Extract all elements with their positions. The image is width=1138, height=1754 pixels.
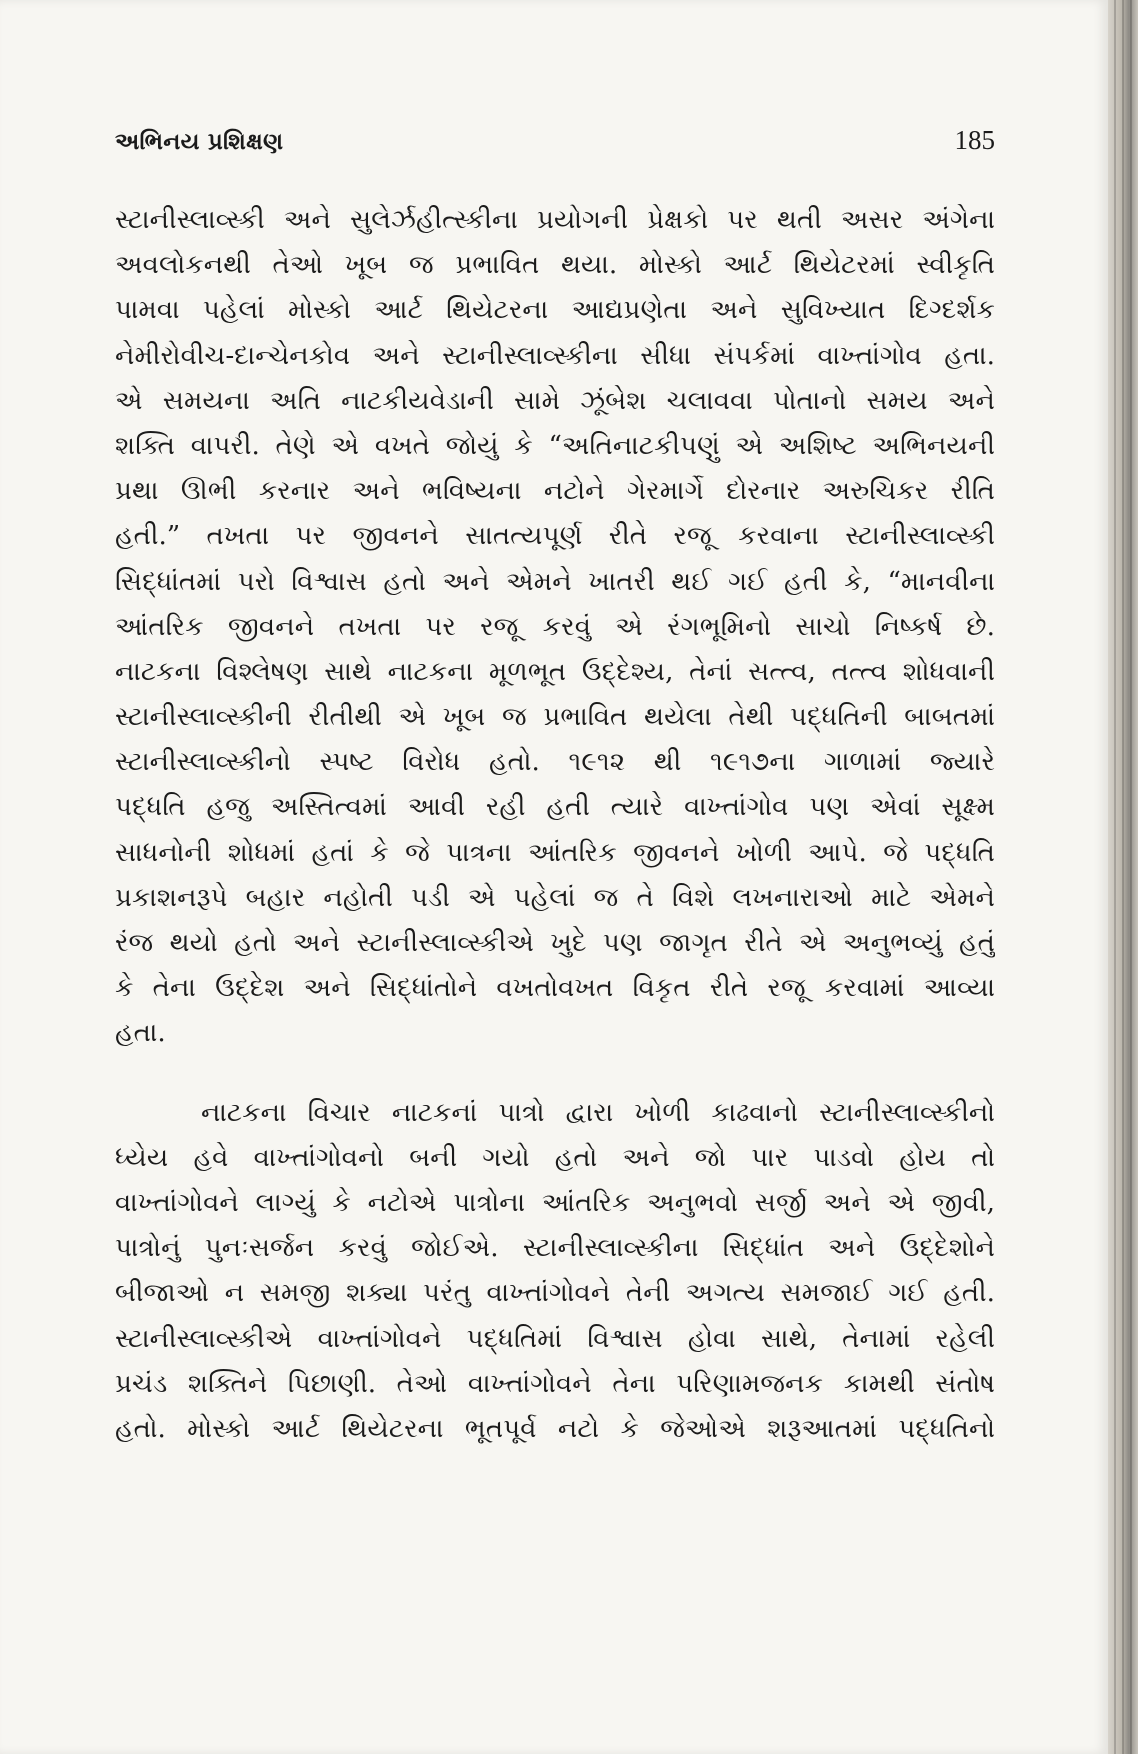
text-line: પ્રકાશનરૂપે બહાર નહોતી પડી એ પહેલાં જ તે વિશે લખનારાઓ માટે એમને: [115, 882, 995, 913]
paragraph-2: [115, 1091, 995, 1453]
text-line: ધ્યેય હવે વાખ્તાંગોવનો બની ગયો હતો અને જો પાર પાડવો હોય તો: [115, 1142, 995, 1173]
text-line: સ્ટાનીસ્લાવ્સ્કીની રીતીથી એ ખૂબ જ પ્રભાવિત થયેલા તેથી પદ્ધતિની બાબતમાં: [115, 702, 995, 733]
text-line: સ્ટાનીસ્લાવ્સ્કીનો સ્પષ્ટ વિરોધ હતો. ૧૯૧૨ થી ૧૯૧૭ના ગાળામાં જ્યારે: [115, 747, 995, 778]
book-spine-edge: [1108, 0, 1138, 1754]
text-line: પ્રચંડ શક્તિને પિછાણી. તેઓ વાખ્તાંગોવને તેના પરિણામજનક કામથી સંતોષ: [115, 1368, 995, 1399]
text-line: આંતરિક જીવનને તખતા પર રજૂ કરવું એ રંગભૂમિનો સાચો નિષ્કર્ષ છે.: [115, 611, 995, 642]
body-text: [115, 198, 995, 1452]
text-line: નાટકના વિચાર નાટકનાં પાત્રો દ્વારા ખોળી કાઢવાનો સ્ટાનીસ્લાવ્સ્કીનો: [201, 1097, 995, 1128]
text-line: એ સમયના અતિ નાટકીયવેડાની સામે ઝૂંબેશ ચલાવવા પોતાનો સમય અને: [115, 385, 995, 416]
text-line: પાત્રોનું પુનઃસર્જન કરવું જોઈએ. સ્ટાનીસ્લાવ્સ્કીના સિદ્ધાંત અને ઉદ્દેશોને: [115, 1233, 995, 1264]
text-line: પ્રથા ઊભી કરનાર અને ભવિષ્યના નટોને ગેરમાર્ગે દોરનાર અરુચિકર રીતિ: [115, 476, 995, 507]
page-number: 185: [954, 125, 995, 155]
running-title: અભિનય પ્રશિક્ષણ: [115, 128, 284, 155]
text-line: સ્ટાનીસ્લાવ્સ્કી અને સુલેર્ઝહીત્સ્કીના પ્રયોગની પ્રેક્ષકો પર થતી અસર અંગેના: [115, 205, 995, 235]
text-line: હતો. મોસ્કો આર્ટ થિયેટરના ભૂતપૂર્વ નટો કે જેઓએ શરૂઆતમાં પદ્ધતિનો: [115, 1413, 995, 1444]
text-line: પામવા પહેલાં મોસ્કો આર્ટ થિયેટરના આદ્યપ્રણેતા અને સુવિખ્યાત દિગ્દર્શક: [115, 295, 995, 326]
text-line: બીજાઓ ન સમજી શક્યા પરંતુ વાખ્તાંગોવને તેની અગત્ય સમજાઈ ગઈ હતી.: [115, 1278, 995, 1309]
text-line: નેમીરોવીચ-દાન્ચેનકોવ અને સ્ટાનીસ્લાવ્સ્કીના સીધા સંપર્કમાં વાખ્તાંગોવ હતા.: [115, 340, 995, 371]
text-line: નાટકના વિશ્લેષણ સાથે નાટકના મૂળભૂત ઉદ્દેશ્ય, તેનાં સત્ત્વ, તત્ત્વ શોધવાની: [115, 656, 995, 687]
page-edge-line: [1114, 0, 1116, 1754]
text-line: વાખ્તાંગોવને લાગ્યું કે નટોએ પાત્રોના આંતરિક અનુભવો સર્જી અને એ જીવી,: [115, 1187, 995, 1218]
text-line: હતા.: [115, 1018, 166, 1049]
paragraph-1: [115, 198, 995, 1057]
text-line: રંજ થયો હતો અને સ્ટાનીસ્લાવ્સ્કીએ ખુદે પણ જાગૃત રીતે એ અનુભવ્યું હતું: [115, 928, 995, 958]
page-edge-line: [1130, 0, 1132, 1754]
text-line: સિદ્ધાંતમાં પરો વિશ્વાસ હતો અને એમને ખાતરી થઈ ગઈ હતી કે, “માનવીના: [115, 566, 995, 597]
text-line: પદ્ધતિ હજુ અસ્તિત્વમાં આવી રહી હતી ત્યારે વાખ્તાંગોવ પણ એવાં સૂક્ષ્મ: [115, 792, 995, 823]
text-line: હતી.” તખતા પર જીવનને સાતત્યપૂર્ણ રીતે રજૂ કરવાના સ્ટાનીસ્લાવ્સ્કી: [115, 521, 995, 552]
text-line: કે તેના ઉદ્દેશ અને સિદ્ધાંતોને વખતોવખત વિકૃત રીતે રજૂ કરવામાં આવ્યા: [115, 973, 995, 1004]
text-line: સ્ટાનીસ્લાવ્સ્કીએ વાખ્તાંગોવને પદ્ધતિમાં વિશ્વાસ હોવા સાથે, તેનામાં રહેલી: [115, 1323, 995, 1354]
page-header: [115, 125, 995, 164]
text-line: અવલોકનથી તેઓ ખૂબ જ પ્રભાવિત થયા. મોસ્કો આર્ટ થિયેટરમાં સ્વીકૃતિ: [115, 250, 995, 281]
page-edge-line: [1122, 0, 1124, 1754]
text-line: શક્તિ વાપરી. તેણે એ વખતે જોયું કે “અતિનાટકીપણું એ અશિષ્ટ અભિનયની: [115, 430, 995, 461]
text-line: સાધનોની શોધમાં હતાં કે જે પાત્રના આંતરિક જીવનને ખોળી આપે. જે પદ્ધતિ: [115, 837, 995, 868]
